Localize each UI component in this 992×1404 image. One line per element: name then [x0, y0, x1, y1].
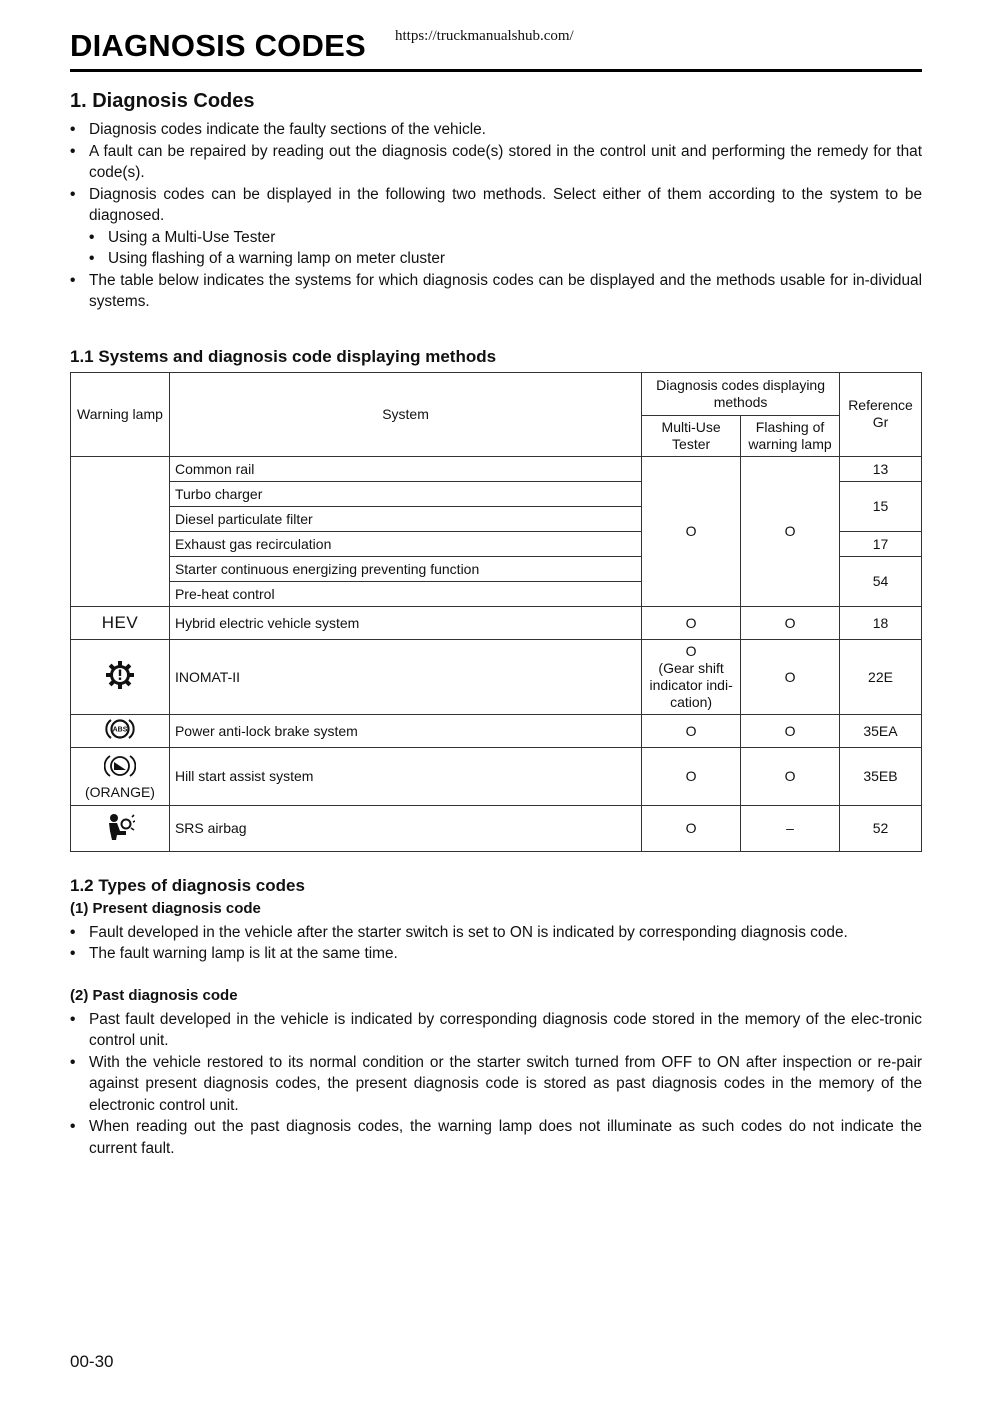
table-row: [71, 456, 922, 481]
system-cell: Starter continuous energizing preventing function: [169, 556, 641, 581]
header-flashing: Flashing of warning lamp: [741, 415, 840, 456]
reference-cell: 52: [839, 805, 921, 851]
system-cell: Hill start assist system: [169, 747, 641, 805]
present-code-heading: (1) Present diagnosis code: [70, 899, 261, 917]
reference-cell: 35EB: [839, 747, 921, 805]
reference-cell: 13: [839, 456, 921, 481]
source-url[interactable]: https://truckmanualshub.com/: [395, 28, 574, 44]
flashing-cell: O: [741, 456, 840, 606]
multi-use-cell: O: [642, 805, 741, 851]
lamp-color-note: (ORANGE): [84, 783, 155, 800]
section-1-heading: 1. Diagnosis Codes: [70, 90, 255, 112]
reference-cell: 22E: [839, 639, 921, 714]
lamp-cell: [71, 747, 170, 805]
gear-warning-icon: [105, 660, 135, 693]
list-item: • When reading out the past diagnosis codes, the warning lamp does not illuminate as such codes do not indicate the current fault.: [70, 1116, 922, 1159]
header-system: System: [169, 372, 641, 456]
list-item: • Using flashing of a warning lamp on meter cluster: [89, 248, 922, 270]
list-item: • The table below indicates the systems for which diagnosis codes can be displayed and the methods usable for in-dividual systems.: [70, 270, 922, 313]
section-1-1-heading: 1.1 Systems and diagnosis code displaying methods: [70, 346, 497, 366]
abs-icon: [105, 717, 135, 744]
systems-table: [70, 372, 922, 852]
present-code-bullets: [70, 922, 922, 965]
system-cell: Hybrid electric vehicle system: [169, 606, 641, 639]
multi-use-mark: O: [685, 642, 697, 659]
system-cell: Pre-heat control: [169, 581, 641, 606]
list-item: • Diagnosis codes can be displayed in the following two methods. Select either of them according to the system to be diagnosed.: [70, 184, 922, 227]
airbag-icon: [105, 813, 135, 844]
reference-cell: 18: [839, 606, 921, 639]
list-item: • With the vehicle restored to its normal condition or the starter switch turned from OFF to ON after inspection or re-pair against present diagnosis codes, the present diagnosis code is stored as past diagnosis codes in the memory of the electronic control unit.: [70, 1052, 922, 1117]
reference-cell: 35EA: [839, 714, 921, 747]
system-cell: Power anti-lock brake system: [169, 714, 641, 747]
list-item: • Fault developed in the vehicle after the starter switch is set to ON is indicated by corresponding diagnosis code.: [70, 922, 922, 944]
lamp-cell: [71, 714, 170, 747]
past-code-heading: (2) Past diagnosis code: [70, 986, 238, 1004]
page-content: [70, 90, 922, 1159]
page-title: DIAGNOSIS CODES: [70, 28, 366, 63]
multi-use-cell: O: [642, 747, 741, 805]
table-row: [71, 747, 922, 805]
flashing-cell: O: [741, 747, 840, 805]
table-row: [71, 606, 922, 639]
hill-start-icon: [104, 753, 136, 782]
multi-use-cell: [642, 639, 741, 714]
table-row: [71, 714, 922, 747]
header-reference: Reference Gr: [839, 372, 921, 456]
section-1-bullets: [70, 119, 922, 227]
svg-text:ABS: ABS: [112, 726, 128, 734]
lamp-cell: [71, 606, 170, 639]
multi-use-cell: O: [642, 714, 741, 747]
section-1-last-bullet: [70, 270, 922, 313]
section-1-2-heading: 1.2 Types of diagnosis codes: [70, 875, 305, 895]
reference-cell: 17: [839, 531, 921, 556]
list-item: • The fault warning lamp is lit at the same time.: [70, 943, 922, 965]
list-item: • Past fault developed in the vehicle is indicated by corresponding diagnosis code stored in the memory of the elec-tronic control unit.: [70, 1009, 922, 1052]
multi-use-cell: O: [642, 606, 741, 639]
page-number: 00-30: [70, 1352, 114, 1371]
multi-use-cell: O: [642, 456, 741, 606]
list-item: • Using a Multi-Use Tester: [89, 227, 922, 249]
reference-cell: 54: [839, 556, 921, 606]
table-row: [71, 639, 922, 714]
header-warning-lamp: Warning lamp: [71, 372, 170, 456]
system-cell: INOMAT-II: [169, 639, 641, 714]
system-cell: Common rail: [169, 456, 641, 481]
system-cell: Turbo charger: [169, 481, 641, 506]
table-row: [71, 805, 922, 851]
lamp-cell: [71, 639, 170, 714]
list-item: • A fault can be repaired by reading out the diagnosis code(s) stored in the control unit and performing the remedy for that code(s).: [70, 141, 922, 184]
flashing-cell: O: [741, 714, 840, 747]
past-code-bullets: [70, 1009, 922, 1160]
system-cell: Exhaust gas recirculation: [169, 531, 641, 556]
lamp-cell: [71, 805, 170, 851]
header-multi-use: Multi-Use Tester: [642, 415, 741, 456]
flashing-cell: O: [741, 639, 840, 714]
header-methods: Diagnosis codes displaying methods: [642, 372, 840, 415]
system-cell: SRS airbag: [169, 805, 641, 851]
lamp-cell-empty: [71, 456, 170, 606]
reference-cell: 15: [839, 481, 921, 531]
flashing-cell: O: [741, 606, 840, 639]
title-rule: [70, 69, 922, 72]
system-cell: Diesel particulate filter: [169, 506, 641, 531]
hev-lamp-label: HEV: [101, 612, 139, 632]
list-item: • Diagnosis codes indicate the faulty sections of the vehicle.: [70, 119, 922, 141]
flashing-cell: –: [741, 805, 840, 851]
multi-use-note: (Gear shift indicator indi-cation): [649, 659, 733, 710]
method-sub-bullets: [70, 227, 922, 270]
